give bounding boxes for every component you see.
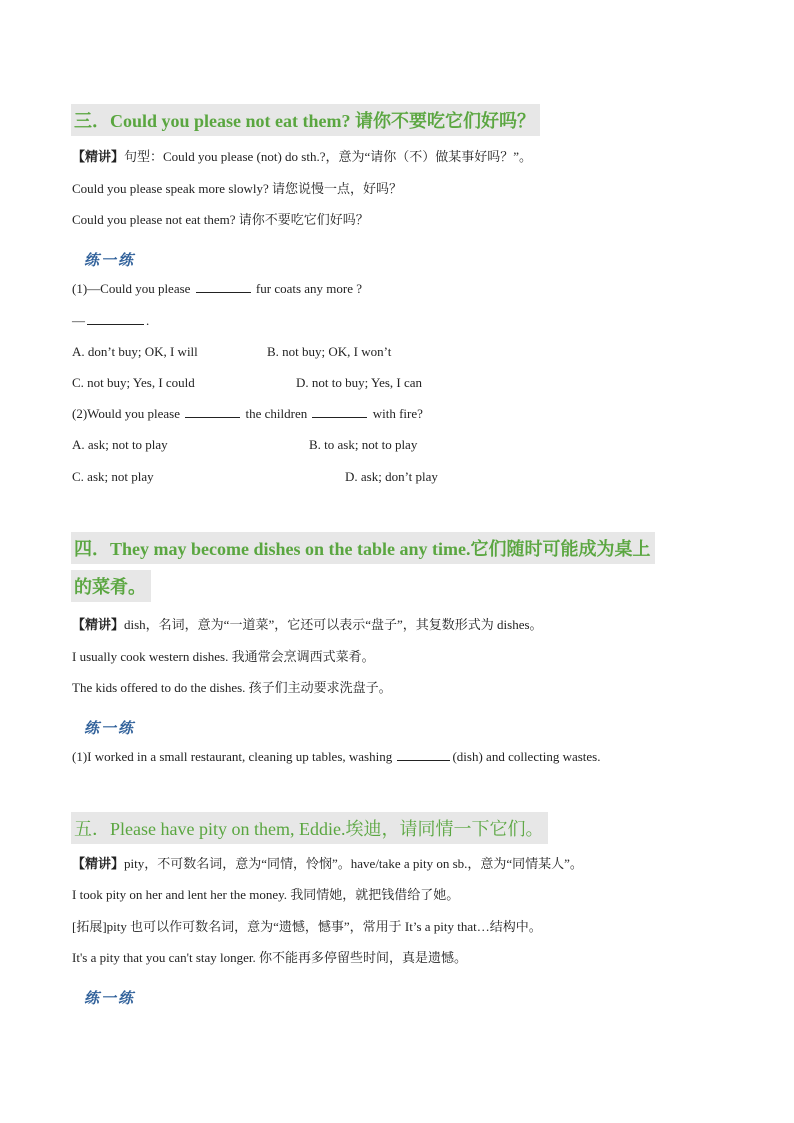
period: . — [146, 313, 150, 328]
question-text: (1)—Could you please — [72, 281, 191, 296]
question-text: the children — [245, 406, 308, 421]
option-2d: D. ask; don’t play — [345, 469, 438, 484]
section5-expansion: [拓展]pity 也可以作可数名词，意为“遗憾，憾事”，常用于 It’s a pity that…结构中。 — [72, 919, 542, 934]
section3-example-1: Could you please speak more slowly? 请您说慢一点，好吗？ — [72, 181, 403, 196]
section3-question-1 — [72, 281, 362, 297]
section5-example-1: I took pity on her and lent her the money. 我同情她，就把钱借给了她。 — [72, 887, 460, 902]
section5-example-2: It's a pity that you can't stay longer. 你不能再多停留些时间，真是遗憾。 — [72, 950, 468, 965]
section5-heading: 五．Please have pity on them, Eddie.埃迪，请同情一下它们。 — [71, 812, 548, 844]
question-text: with fire? — [372, 406, 423, 421]
jingjiang-label: 【精讲】 — [72, 617, 125, 632]
section3-question-2 — [72, 406, 423, 422]
question-text: fur coats any more ? — [255, 281, 363, 296]
jingjiang-label: 【精讲】 — [72, 149, 125, 164]
jingjiang-label: 【精讲】 — [72, 856, 125, 871]
section3-heading: 三．Could you please not eat them? 请你不要吃它们好吗？ — [71, 104, 540, 136]
section3-practice-label: 练一练 — [84, 251, 136, 269]
option-1c: C. not buy; Yes, I could — [72, 375, 195, 390]
option-1d: D. not to buy; Yes, I can — [296, 375, 423, 390]
answer-blank — [185, 406, 240, 418]
answer-blank — [87, 313, 144, 325]
option-2b: B. to ask; not to play — [309, 437, 418, 452]
section4-heading-line2: 的菜肴。 — [71, 570, 151, 602]
question-text: (1)I worked in a small restaurant, cleaning up tables, washing — [72, 749, 393, 764]
section4-explanation — [72, 614, 543, 633]
answer-blank — [312, 406, 367, 418]
option-2c: C. ask; not play — [72, 469, 154, 484]
section3-question-1-reply — [72, 313, 149, 329]
option-1a: A. don’t buy; OK, I will — [72, 344, 198, 359]
dash: — — [72, 313, 85, 328]
explanation-text: 句型：Could you please (not) do sth.?，意为“请你（不）做某事好吗？”。 — [124, 149, 533, 164]
section5-explanation — [72, 853, 583, 872]
option-1b: B. not buy; OK, I won’t — [267, 344, 392, 359]
section3-explanation — [72, 146, 532, 165]
section4-practice-label: 练一练 — [84, 719, 136, 737]
explanation-text: pity，不可数名词，意为“同情，怜悯”。have/take a pity on sb.，意为“同情某人”。 — [124, 856, 583, 871]
question-text: (2)Would you please — [72, 406, 180, 421]
answer-blank — [397, 749, 450, 761]
section4-example-1: I usually cook western dishes. 我通常会烹调西式菜肴。 — [72, 649, 375, 664]
option-2a: A. ask; not to play — [72, 437, 168, 452]
explanation-text: dish，名词，意为“一道菜”，它还可以表示“盘子”，其复数形式为 dishes。 — [124, 617, 543, 632]
section5-practice-label: 练一练 — [84, 989, 136, 1007]
section4-heading-line1: 四．They may become dishes on the table any time.它们随时可能成为桌上 — [71, 532, 655, 564]
section3-example-2: Could you please not eat them? 请你不要吃它们好吗？ — [72, 212, 369, 227]
answer-blank — [196, 281, 251, 293]
section4-example-2: The kids offered to do the dishes. 孩子们主动要求洗盘子。 — [72, 680, 392, 695]
section4-question-1 — [72, 749, 600, 765]
question-text: (dish) and collecting wastes. — [452, 749, 601, 764]
